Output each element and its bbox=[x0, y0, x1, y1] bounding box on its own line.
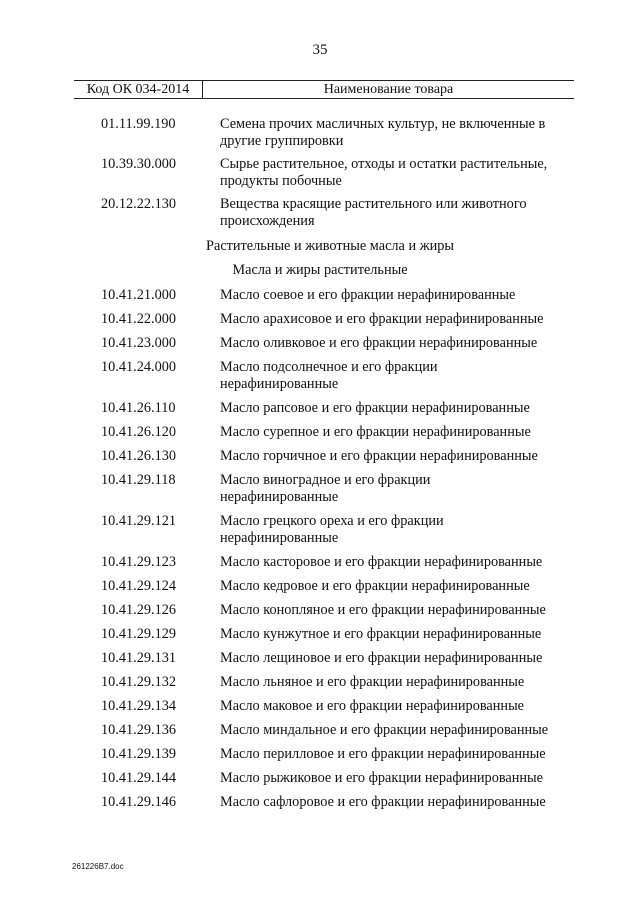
row-name: Масло конопляное и его фракции нерафинированные bbox=[220, 602, 546, 618]
row-code: 10.41.23.000 bbox=[101, 335, 177, 351]
table-row bbox=[0, 311, 640, 328]
row-name: Масло сафлоровое и его фракции нерафинированные bbox=[220, 794, 546, 810]
table-row bbox=[0, 287, 640, 304]
table-row bbox=[0, 554, 640, 571]
page-number: 35 bbox=[312, 42, 328, 58]
table-row bbox=[0, 626, 640, 643]
row-name: Масло соевое и его фракции нерафинированные bbox=[220, 287, 516, 303]
row-name: Масло кедровое и его фракции нерафинированные bbox=[220, 578, 530, 594]
row-code: 10.41.22.000 bbox=[101, 311, 177, 327]
row-code: 01.11.99.190 bbox=[101, 116, 176, 132]
row-code: 10.41.26.130 bbox=[101, 448, 177, 464]
row-code: 10.41.29.126 bbox=[101, 602, 177, 618]
row-name: Масло миндальное и его фракции нерафинированные bbox=[220, 722, 549, 738]
row-name: Масло рыжиковое и его фракции нерафинированные bbox=[220, 770, 544, 786]
header-code-column: Код ОК 034-2014 bbox=[74, 81, 203, 98]
row-name: Масло кунжутное и его фракции нерафинированные bbox=[220, 626, 542, 642]
row-code: 10.39.30.000 bbox=[101, 156, 177, 172]
row-name: Масло рапсовое и его фракции нерафинированные bbox=[220, 400, 530, 416]
row-name: Масло льняное и его фракции нерафинированные bbox=[220, 674, 525, 690]
section-title: Растительные и животные масла и жиры bbox=[206, 238, 454, 254]
row-name: Семена прочих масличных культур, не включенные в другие группировки bbox=[220, 116, 546, 149]
row-name: Вещества красящие растительного или животного происхождения bbox=[220, 196, 527, 229]
row-code: 10.41.29.131 bbox=[101, 650, 177, 666]
table-row bbox=[0, 794, 640, 811]
row-code: 10.41.29.124 bbox=[101, 578, 177, 594]
row-code: 20.12.22.130 bbox=[101, 196, 177, 212]
table-row bbox=[0, 513, 640, 547]
row-name: Сырье растительное, отходы и остатки растительные, продукты побочные bbox=[220, 156, 548, 189]
row-code: 10.41.29.139 bbox=[101, 746, 177, 762]
table-row bbox=[0, 770, 640, 787]
row-code: 10.41.29.134 bbox=[101, 698, 177, 714]
table-row bbox=[0, 196, 640, 230]
table-row bbox=[0, 359, 640, 393]
table-row bbox=[0, 472, 640, 506]
row-name: Масло виноградное и его фракции нерафинированные bbox=[220, 472, 431, 505]
row-name: Масло лещиновое и его фракции нерафинированные bbox=[220, 650, 543, 666]
row-code: 10.41.26.110 bbox=[101, 400, 176, 416]
row-name: Масло горчичное и его фракции нерафинированные bbox=[220, 448, 538, 464]
row-code: 10.41.29.132 bbox=[101, 674, 177, 690]
table-row bbox=[0, 424, 640, 441]
row-code: 10.41.29.123 bbox=[101, 554, 177, 570]
table-row bbox=[0, 578, 640, 595]
table-row bbox=[0, 746, 640, 763]
table-header bbox=[74, 80, 574, 99]
row-code: 10.41.29.146 bbox=[101, 794, 177, 810]
row-code: 10.41.21.000 bbox=[101, 287, 177, 303]
row-code: 10.41.29.144 bbox=[101, 770, 177, 786]
row-code: 10.41.29.121 bbox=[101, 513, 177, 529]
row-name: Масло арахисовое и его фракции нерафинированные bbox=[220, 311, 544, 327]
row-code: 10.41.29.118 bbox=[101, 472, 176, 488]
row-name: Масло сурепное и его фракции нерафинированные bbox=[220, 424, 531, 440]
table-row bbox=[0, 116, 640, 150]
row-name: Масло касторовое и его фракции нерафинированные bbox=[220, 554, 543, 570]
row-name: Масло оливковое и его фракции нерафинированные bbox=[220, 335, 538, 351]
row-name: Масло маковое и его фракции нерафинированные bbox=[220, 698, 525, 714]
row-name: Масло грецкого ореха и его фракции нерафинированные bbox=[220, 513, 444, 546]
table-row bbox=[0, 698, 640, 715]
table-row bbox=[0, 335, 640, 352]
table-row bbox=[0, 400, 640, 417]
header-name-column: Наименование товара bbox=[323, 82, 454, 97]
table-row bbox=[0, 602, 640, 619]
row-name: Масло перилловое и его фракции нерафинированные bbox=[220, 746, 546, 762]
row-name: Масло подсолнечное и его фракции нерафинированные bbox=[220, 359, 438, 392]
table-row bbox=[0, 674, 640, 691]
table-row bbox=[0, 448, 640, 465]
table-row bbox=[0, 156, 640, 190]
subsection-title: Масла и жиры растительные bbox=[232, 262, 408, 278]
row-code: 10.41.29.136 bbox=[101, 722, 177, 738]
table-row bbox=[0, 722, 640, 739]
row-code: 10.41.26.120 bbox=[101, 424, 177, 440]
table-body bbox=[0, 116, 640, 818]
footer-filename: 261226B7.doc bbox=[72, 862, 124, 871]
row-code: 10.41.24.000 bbox=[101, 359, 177, 375]
table-row bbox=[0, 650, 640, 667]
row-code: 10.41.29.129 bbox=[101, 626, 177, 642]
